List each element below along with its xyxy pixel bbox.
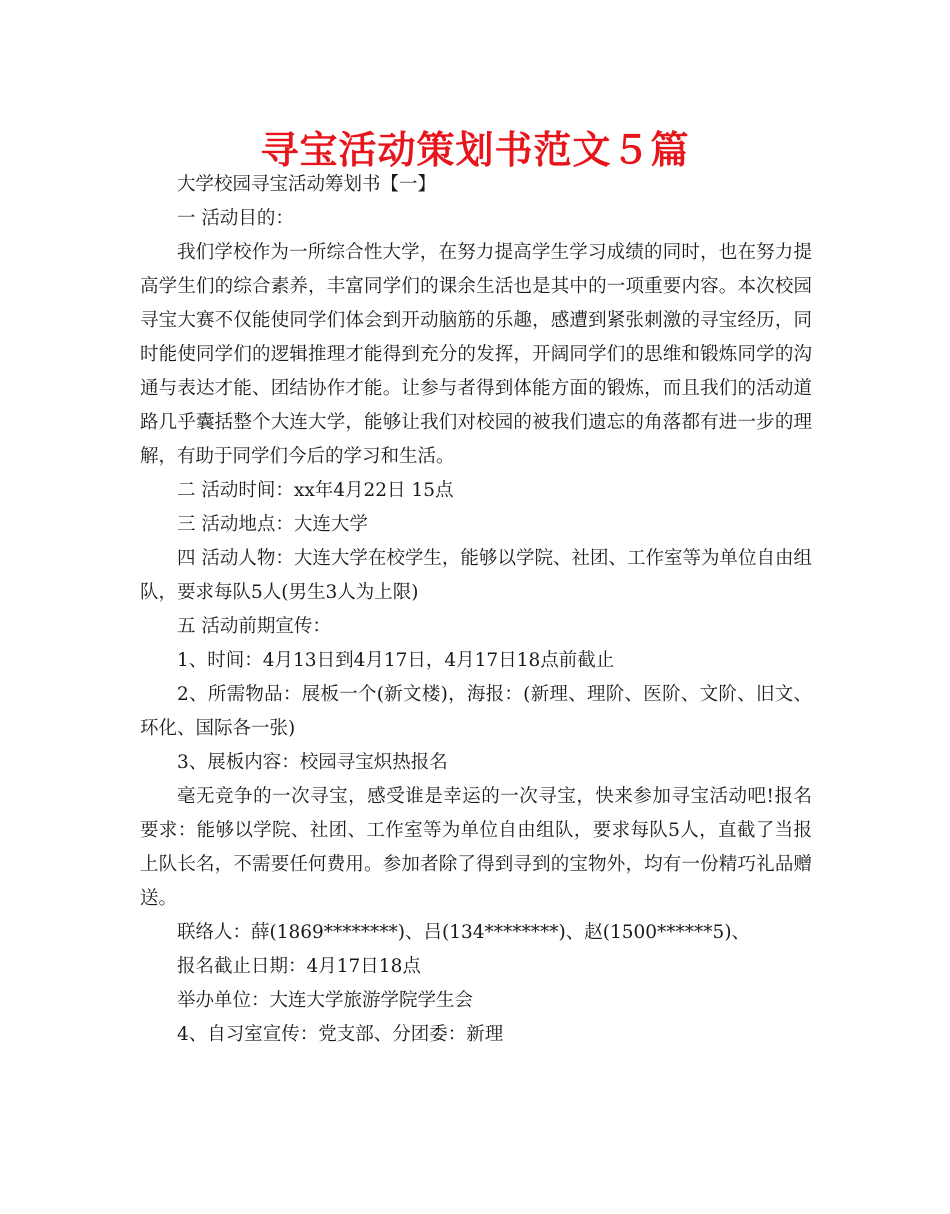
paragraph-purpose-heading: 一 活动目的： [177, 208, 294, 229]
paragraph-time: 二 活动时间：xx年4月22日 15点 [177, 480, 454, 501]
paragraph-purpose: 我们学校作为一所综合性大学，在努力提高学生学习成绩的同时，也在努力提高学生们的综合素养，丰富同学们的课余生活也是其中的一项重要内容。本次校园寻宝大赛不仅能使同学们体会到开动脑筋的乐趣，感遭到紧张刺激的寻宝经历，同时能使同学们的逻辑推理才能得到充分的发挥，开阔同学们的思维和锻炼同学的沟通与表达才能、团结协作才能。让参与者得到体能方面的锻炼，而且我们的活动道路几乎囊括整个大连大学，能够让我们对校园的被我们遗忘的角落都有进一步的理解，有助于同学们今后的学习和生活。 [140, 242, 812, 467]
paragraph-location: 三 活动地点：大连大学 [177, 514, 368, 535]
paragraph-signup-requirements: 毫无竞争的一次寻宝，感受谁是幸运的一次寻宝，快来参加寻宝活动吧!报名要求：能够以学院、社团、工作室等为单位自由组队，要求每队5人，直截了当报上队长名，不需要任何费用。参加者除了得到寻到的宝物外，均有一份精巧礼品赠送。 [140, 786, 812, 909]
paragraph-study-room: 4、自习室宣传：党支部、分团委：新理 [177, 1024, 504, 1045]
paragraph-participants: 四 活动人物：大连大学在校学生，能够以学院、社团、工作室等为单位自由组队，要求每队5人(男生3人为上限) [140, 548, 812, 603]
document-body [140, 168, 812, 1052]
paragraph-promotion-time: 1、时间：4月13日到4月17日，4月17日18点前截止 [177, 650, 615, 671]
paragraph-deadline: 报名截止日期：4月17日18点 [177, 956, 421, 977]
document-title: 寻宝活动策划书范文５篇 [260, 128, 690, 172]
section-heading: 大学校园寻宝活动筹划书【一】 [177, 174, 437, 195]
paragraph-promotion-heading: 五 活动前期宣传： [177, 616, 331, 637]
paragraph-materials: 2、所需物品：展板一个(新文楼)，海报：(新理、理阶、医阶、文阶、旧文、环化、国际各一张) [140, 684, 812, 739]
paragraph-board-content: 3、展板内容：校园寻宝炽热报名 [177, 752, 448, 773]
paragraph-organizer: 举办单位：大连大学旅游学院学生会 [177, 990, 474, 1011]
paragraph-contacts: 联络人：薛(1869********)、吕(134********)、赵(1500******5)、 [177, 922, 751, 943]
